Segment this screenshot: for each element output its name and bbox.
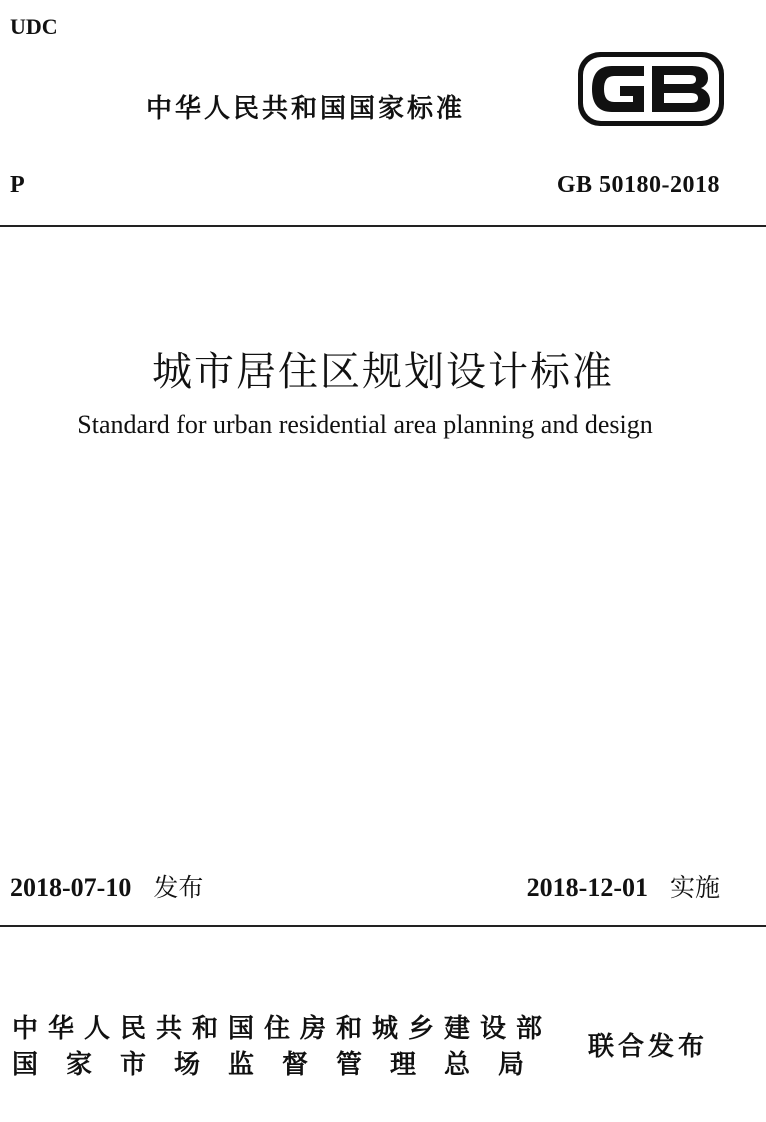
joint-release-label: 联合发布 [588,1032,709,1062]
standard-number: GB 50180-2018 [556,172,720,198]
udc-label: UDC [10,14,58,39]
implementation-date-line [527,868,720,904]
issuer-administration: 国家市场监督管理总局 [12,1050,553,1080]
title-english: Standard for urban residential area planning and design [77,410,653,439]
implementation-date: 2018-12-01 [526,873,648,902]
category-code: P [10,172,25,198]
title-chinese: 城市居住区规划设计标准 [152,349,614,395]
gb-logo [578,52,724,126]
issuer-ministry: 中华人民共和国住房和城乡建设部 [12,1014,553,1044]
issue-date-line [10,868,203,904]
national-standard-heading: 中华人民共和国国家标准 [146,94,466,124]
bottom-divider [0,925,766,927]
implementation-word: 实施 [669,873,720,902]
top-divider [0,225,766,227]
issue-word: 发布 [153,873,204,902]
issue-date: 2018-07-10 [10,873,132,902]
